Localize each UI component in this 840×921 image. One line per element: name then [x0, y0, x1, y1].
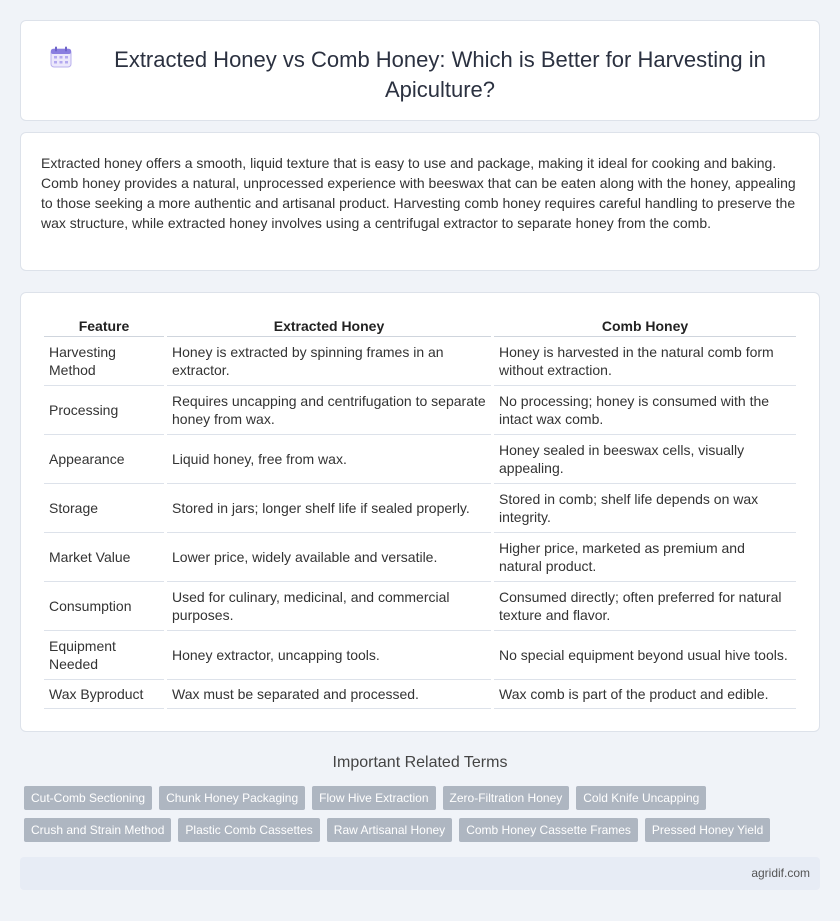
table-cell: Wax must be separated and processed.: [167, 680, 491, 709]
page-title: Extracted Honey vs Comb Honey: Which is Better for Harvesting in Apiculture?: [114, 47, 766, 102]
table-cell: Wax Byproduct: [44, 680, 164, 709]
table-cell: Honey is harvested in the natural comb form without extraction.: [494, 337, 796, 386]
comparison-card: [20, 292, 820, 732]
table-cell: Stored in jars; longer shelf life if sealed properly.: [167, 484, 491, 533]
table-cell: Higher price, marketed as premium and natural product.: [494, 533, 796, 582]
table-cell: Lower price, widely available and versatile.: [167, 533, 491, 582]
footer-site-link[interactable]: agridif.com: [751, 866, 810, 880]
table-row: [44, 680, 796, 709]
table-cell: Storage: [44, 484, 164, 533]
table-row: [44, 337, 796, 386]
table-cell: Honey extractor, uncapping tools.: [167, 631, 491, 680]
related-terms-heading: Important Related Terms: [332, 754, 508, 771]
table-header-row: [44, 313, 796, 337]
tag-zero-filtration-honey[interactable]: Zero-Filtration Honey: [443, 786, 570, 810]
tag-pressed-honey-yield[interactable]: Pressed Honey Yield: [645, 818, 770, 842]
tag-flow-hive-extraction[interactable]: Flow Hive Extraction: [312, 786, 435, 810]
footer: [20, 857, 820, 890]
table-cell: Requires uncapping and centrifugation to separate honey from wax.: [167, 386, 491, 435]
tag-crush-and-strain-method[interactable]: Crush and Strain Method: [24, 818, 171, 842]
table-cell: Liquid honey, free from wax.: [167, 435, 491, 484]
table-cell: No processing; honey is consumed with the intact wax comb.: [494, 386, 796, 435]
table-cell: Processing: [44, 386, 164, 435]
related-terms-list: [24, 786, 804, 850]
tag-row: [24, 786, 804, 810]
table-cell: Used for culinary, medicinal, and commercial purposes.: [167, 582, 491, 631]
table-cell: Appearance: [44, 435, 164, 484]
table-row: [44, 631, 796, 680]
table-cell: Consumed directly; often preferred for natural texture and flavor.: [494, 582, 796, 631]
table-cell: Stored in comb; shelf life depends on wax integrity.: [494, 484, 796, 533]
table-cell: Honey is extracted by spinning frames in an extractor.: [167, 337, 491, 386]
table-row: [44, 533, 796, 582]
table-cell: Equipment Needed: [44, 631, 164, 680]
table-cell: Honey sealed in beeswax cells, visually appealing.: [494, 435, 796, 484]
table-cell: Harvesting Method: [44, 337, 164, 386]
header-extracted: Extracted Honey: [167, 313, 491, 337]
table-row: [44, 435, 796, 484]
tag-raw-artisanal-honey[interactable]: Raw Artisanal Honey: [327, 818, 452, 842]
table-cell: Wax comb is part of the product and edible.: [494, 680, 796, 709]
table-cell: No special equipment beyond usual hive tools.: [494, 631, 796, 680]
header-comb: Comb Honey: [494, 313, 796, 337]
tag-cut-comb-sectioning[interactable]: Cut-Comb Sectioning: [24, 786, 152, 810]
table-cell: Consumption: [44, 582, 164, 631]
tag-comb-honey-cassette-frames[interactable]: Comb Honey Cassette Frames: [459, 818, 638, 842]
table-row: [44, 484, 796, 533]
intro-card: [20, 132, 820, 271]
table-row: [44, 386, 796, 435]
intro-paragraph: Extracted honey offers a smooth, liquid texture that is easy to use and package, making it ideal for cooking and baking. Comb honey provides a natural, unprocessed experience with beeswax that can be eaten along with the honey, appealing to those seeking a more authentic and artisanal product. Harvesting comb honey requires careful handling to preserve the wax structure, while extracted honey involves using a centrifugal extractor to separate honey from the comb.: [41, 155, 796, 231]
title-card: [20, 20, 820, 121]
header-feature: Feature: [44, 313, 164, 337]
tag-plastic-comb-cassettes[interactable]: Plastic Comb Cassettes: [178, 818, 319, 842]
tag-row: [24, 818, 804, 842]
table-row: [44, 582, 796, 631]
tag-cold-knife-uncapping[interactable]: Cold Knife Uncapping: [576, 786, 706, 810]
tag-chunk-honey-packaging[interactable]: Chunk Honey Packaging: [159, 786, 305, 810]
comparison-table: [41, 313, 799, 709]
table-cell: Market Value: [44, 533, 164, 582]
